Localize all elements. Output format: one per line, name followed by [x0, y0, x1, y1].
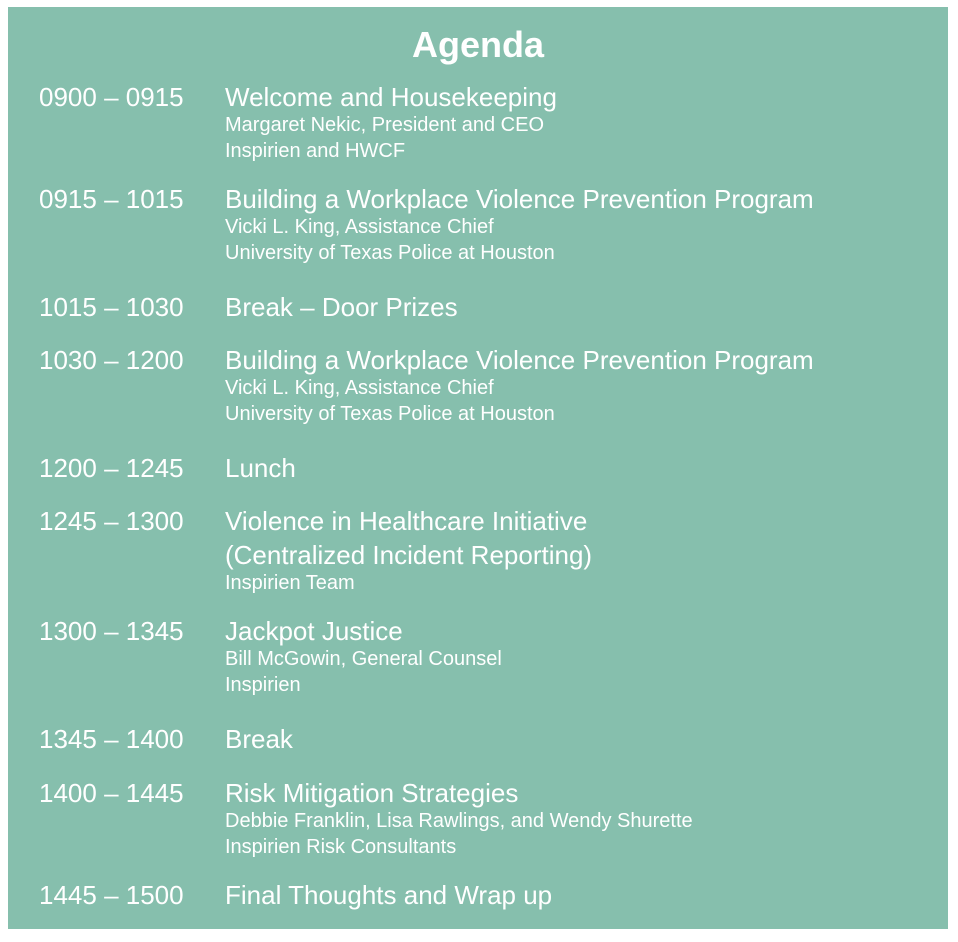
session-title: Building a Workplace Violence Prevention Program — [225, 345, 814, 375]
session-detail: Vicki L. King, Assistance Chief — [225, 216, 494, 238]
session-title: Break — [225, 724, 293, 754]
agenda-content — [225, 506, 935, 596]
session-detail: Inspirien Risk Consultants — [225, 836, 457, 858]
agenda-content — [225, 616, 935, 698]
agenda-title: Agenda — [411, 24, 544, 65]
session-title: Building a Workplace Violence Prevention Program — [225, 184, 814, 214]
agenda-content — [225, 778, 935, 860]
session-detail: Bill McGowin, General Counsel — [225, 648, 502, 670]
agenda-panel — [8, 7, 948, 929]
agenda-time: 1400 – 1445 — [39, 778, 184, 808]
session-detail: Inspirien and HWCF — [225, 140, 406, 162]
session-detail: Debbie Franklin, Lisa Rawlings, and Wendy Shurette — [225, 810, 693, 832]
agenda-content — [225, 453, 935, 483]
agenda-content — [225, 345, 935, 427]
session-title: Lunch — [225, 453, 296, 483]
session-detail: Vicki L. King, Assistance Chief — [225, 377, 494, 399]
session-title: Risk Mitigation Strategies — [225, 778, 519, 808]
agenda-time: 1300 – 1345 — [39, 616, 184, 646]
session-title: Break – Door Prizes — [225, 292, 458, 322]
agenda-content — [225, 880, 935, 910]
session-detail: Inspirien — [225, 674, 301, 696]
agenda-time: 1015 – 1030 — [39, 292, 184, 322]
session-title: Final Thoughts and Wrap up — [225, 880, 553, 910]
agenda-time: 1245 – 1300 — [39, 506, 184, 536]
agenda-content — [225, 82, 935, 164]
session-title: Violence in Healthcare Initiative — [225, 506, 588, 536]
agenda-time: 1445 – 1500 — [39, 880, 184, 910]
session-title: (Centralized Incident Reporting) — [225, 540, 593, 570]
session-detail: University of Texas Police at Houston — [225, 403, 555, 425]
agenda-time: 1030 – 1200 — [39, 345, 184, 375]
agenda-content — [225, 724, 935, 754]
agenda-time: 1345 – 1400 — [39, 724, 184, 754]
agenda-time: 1200 – 1245 — [39, 453, 184, 483]
agenda-content — [225, 292, 935, 322]
agenda-content — [225, 184, 935, 266]
agenda-time: 0900 – 0915 — [39, 82, 184, 112]
session-detail: Margaret Nekic, President and CEO — [225, 114, 545, 136]
session-detail: University of Texas Police at Houston — [225, 242, 555, 264]
session-title: Jackpot Justice — [225, 616, 403, 646]
agenda-time: 0915 – 1015 — [39, 184, 184, 214]
session-title: Welcome and Housekeeping — [225, 82, 557, 112]
session-detail: Inspirien Team — [225, 572, 355, 594]
